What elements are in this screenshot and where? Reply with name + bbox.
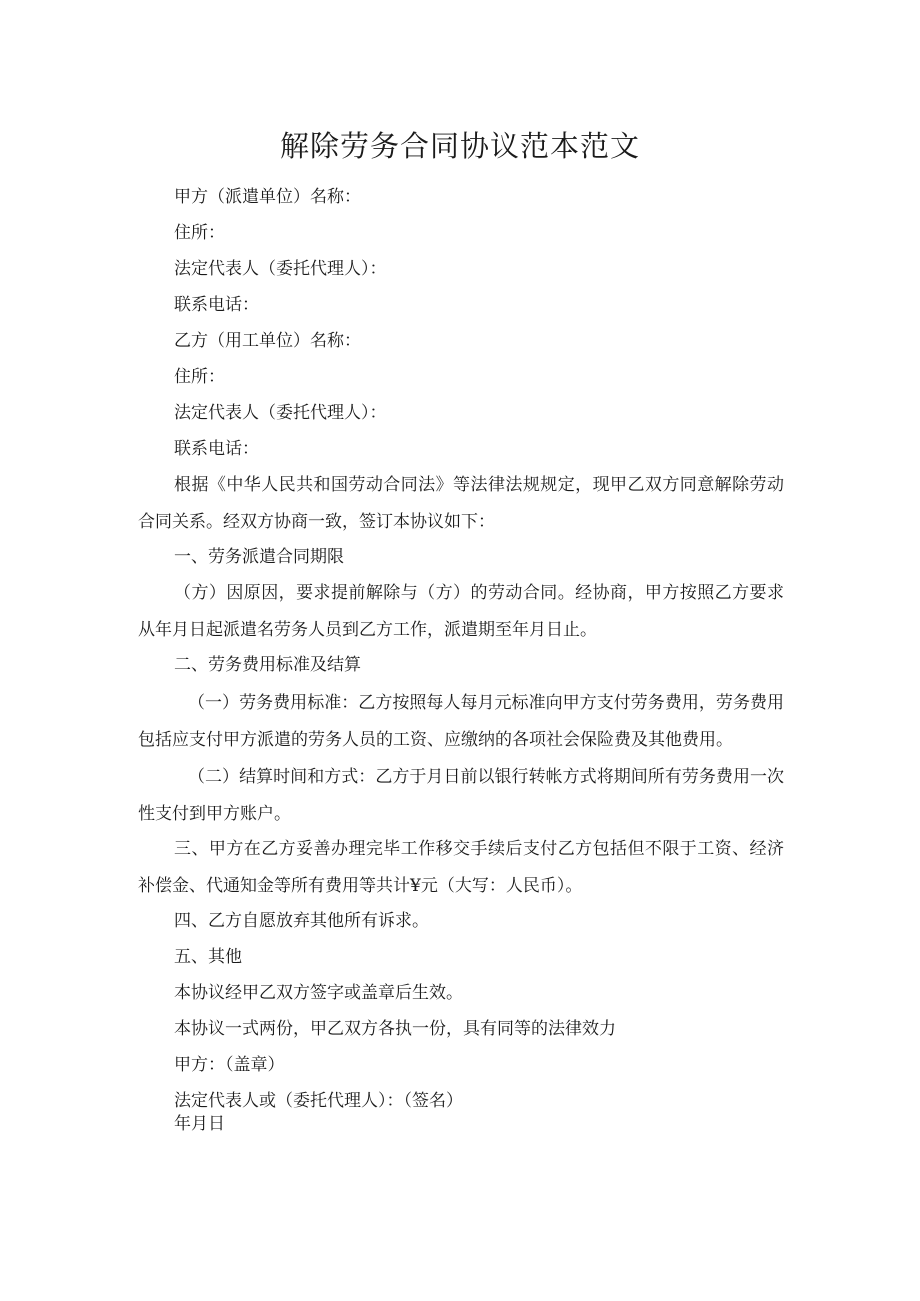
section-5-line-2: 本协议一式两份，甲乙双方各执一份，具有同等的法律效力 — [174, 1019, 616, 1039]
party-a-phone-label: 联系电话： — [174, 295, 259, 315]
party-b-rep-label: 法定代表人（委托代理人）： — [174, 403, 387, 423]
document-title: 解除劳务合同协议范本范文 — [279, 129, 640, 163]
party-b-address-label: 住所： — [174, 367, 225, 387]
section-2-item-2: （二）结算时间和方式：乙方于月日前以银行转帐方式将期间所有劳务费用一次性支付到甲方账户。 — [138, 767, 784, 824]
section-1-body: （方）因原因，要求提前解除与（方）的劳动合同。经协商，甲方按照乙方要求从年月日起派遣名劳务人员到乙方工作，派遣期至年月日止。 — [138, 583, 784, 640]
section-2-item-1: （一）劳务费用标准：乙方按照每人每月元标准向甲方支付劳务费用，劳务费用包括应支付甲方派遣的劳务人员的工资、应缴纳的各项社会保险费及其他费用。 — [138, 693, 784, 750]
section-4-line: 四、乙方自愿放弃其他所有诉求。 — [174, 911, 429, 931]
section-5-heading: 五、其他 — [174, 947, 242, 967]
section-3-paragraph: 三、甲方在乙方妥善办理完毕工作移交手续后支付乙方包括但不限于工资、经济补偿金、代通知金等所有费用等共计¥元（大写：人民币）。 — [138, 839, 784, 896]
signature-party-a: 甲方：（盖章） — [174, 1055, 285, 1075]
party-b-name-label: 乙方（用工单位）名称： — [174, 331, 361, 351]
section-1-heading: 一、劳务派遣合同期限 — [174, 547, 344, 567]
party-a-rep-label: 法定代表人（委托代理人）： — [174, 259, 387, 279]
intro-paragraph: 根据《中华人民共和国劳动合同法》等法律法规规定，现甲乙双方同意解除劳动合同关系。经双方协商一致，签订本协议如下： — [138, 475, 784, 532]
party-a-address-label: 住所： — [174, 223, 225, 243]
party-a-name-label: 甲方（派遣单位）名称： — [174, 187, 361, 207]
signature-date: 年月日 — [174, 1114, 225, 1134]
signature-rep: 法定代表人或（委托代理人）：（签名） — [174, 1091, 463, 1111]
party-b-phone-label: 联系电话： — [174, 439, 259, 459]
section-2-heading: 二、劳务费用标准及结算 — [174, 655, 361, 675]
section-5-line-1: 本协议经甲乙双方签字或盖章后生效。 — [174, 983, 463, 1003]
